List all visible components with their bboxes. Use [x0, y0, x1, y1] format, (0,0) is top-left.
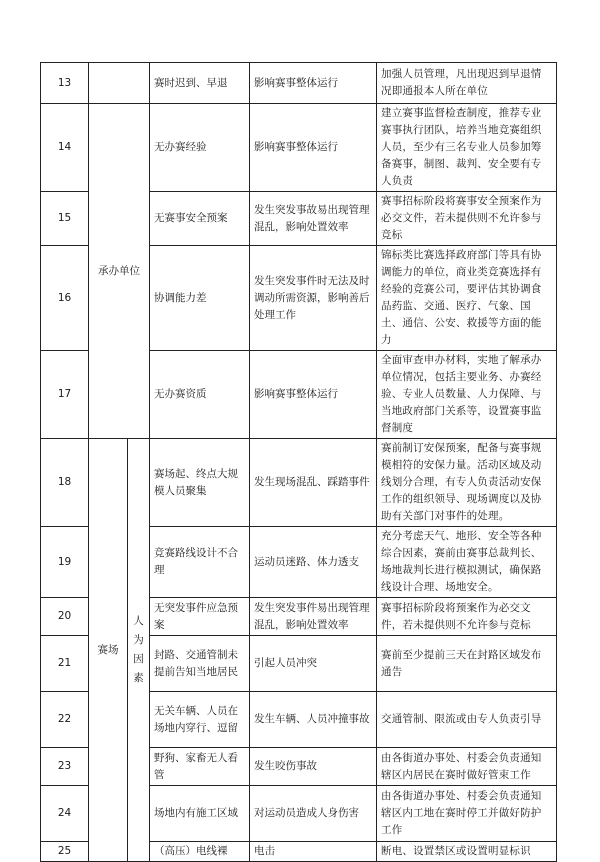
effect-cell: 引起人员冲突: [250, 636, 377, 692]
category-cell: [89, 63, 150, 104]
measure-cell: 断电、设置禁区或设置明显标识: [377, 842, 557, 862]
risk-cell: 无办赛经验: [150, 104, 250, 192]
subcategory-label: 人为因素: [133, 615, 144, 684]
risk-cell: 协调能力差: [150, 246, 250, 351]
effect-cell: 运动员迷路、体力透支: [250, 527, 377, 598]
risk-cell: 无赛事安全预案: [150, 192, 250, 246]
measure-cell: 锦标类比赛选择政府部门等具有协调能力的单位，商业类竞赛选择有经验的竞赛公司，要评估其协调食品药监、交通、医疗、气象、国土、通信、公安、救援等方面的能力: [377, 246, 557, 351]
risk-cell: 赛场起、终点大规模人员聚集: [150, 439, 250, 527]
effect-cell: 发生突发事件时无法及时调动所需资源，影响善后处理工作: [250, 246, 377, 351]
measure-cell: 由各街道办事处、村委会负责通知辖区内居民在赛时做好管束工作: [377, 748, 557, 786]
risk-cell: 无关车辆、人员在场地内穿行、逗留: [150, 692, 250, 748]
risk-cell: 无突发事件应急预案: [150, 598, 250, 636]
effect-cell: 电击: [250, 842, 377, 862]
row-number: 21: [41, 636, 89, 692]
table-row: [41, 439, 557, 527]
effect-cell: 发生突发事故易出现管理混乱，影响处置效率: [250, 192, 377, 246]
measure-cell: 全面审查申办材料，实地了解承办单位情况，包括主要业务、办赛经验、专业人员数量、人力保障、与当地政府部门关系等，设置赛事监督制度: [377, 351, 557, 439]
row-number: 14: [41, 104, 89, 192]
risk-cell: （高压）电线裸: [150, 842, 250, 862]
row-number: 15: [41, 192, 89, 246]
measure-cell: 赛前至少提前三天在封路区域发布通告: [377, 636, 557, 692]
row-number: 20: [41, 598, 89, 636]
row-number: 22: [41, 692, 89, 748]
row-number: 19: [41, 527, 89, 598]
measure-cell: 赛事招标阶段将预案作为必交文件，若未提供则不允许参与竞标: [377, 598, 557, 636]
effect-cell: 影响赛事整体运行: [250, 63, 377, 104]
measure-cell: 加强人员管理，凡出现迟到早退情况即通报本人所在单位: [377, 63, 557, 104]
risk-cell: 场地内有施工区域: [150, 786, 250, 842]
risk-cell: 野狗、家畜无人看管: [150, 748, 250, 786]
row-number: 16: [41, 246, 89, 351]
measure-cell: 赛前制订安保预案，配备与赛事规模相符的安保力量。活动区域及动线划分合理，有专人负责活动安保工作的组织领导、现场调度以及协助有关部门对事件的处理。: [377, 439, 557, 527]
table-row: [41, 104, 557, 192]
row-number: 17: [41, 351, 89, 439]
category-venue: 赛场: [89, 439, 128, 862]
effect-cell: 对运动员造成人身伤害: [250, 786, 377, 842]
effect-cell: 影响赛事整体运行: [250, 351, 377, 439]
risk-table: [40, 62, 557, 862]
measure-cell: 由各街道办事处、村委会负责通知辖区内工地在赛时停工并做好防护工作: [377, 786, 557, 842]
measure-cell: 建立赛事监督检查制度，推荐专业赛事执行团队，培养当地竞赛组织人员，至少有三名专业人员参加筹备赛事，制图、裁判、安全要有专人负责: [377, 104, 557, 192]
risk-cell: 竞赛路线设计不合理: [150, 527, 250, 598]
row-number: 18: [41, 439, 89, 527]
effect-cell: 发生咬伤事故: [250, 748, 377, 786]
row-number: 25: [41, 842, 89, 862]
row-number: 13: [41, 63, 89, 104]
measure-cell: 交通管制、限流或由专人负责引导: [377, 692, 557, 748]
table-row: [41, 63, 557, 104]
risk-cell: 封路、交通管制未提前告知当地居民: [150, 636, 250, 692]
effect-cell: 发生车辆、人员冲撞事故: [250, 692, 377, 748]
measure-cell: 赛事招标阶段将赛事安全预案作为必交文件，若未提供则不允许参与竞标: [377, 192, 557, 246]
risk-cell: 赛时迟到、早退: [150, 63, 250, 104]
category-organizer: 承办单位: [89, 104, 150, 439]
effect-cell: 发生突发事件易出现管理混乱，影响处置效率: [250, 598, 377, 636]
risk-cell: 无办赛资质: [150, 351, 250, 439]
effect-cell: 影响赛事整体运行: [250, 104, 377, 192]
subcategory-human-factors: [128, 439, 150, 862]
effect-cell: 发生现场混乱、踩踏事件: [250, 439, 377, 527]
measure-cell: 充分考虑天气、地形、安全等各种综合因素，赛前由赛事总裁判长、场地裁判长进行模拟测试，确保路线设计合理、场地安全。: [377, 527, 557, 598]
row-number: 24: [41, 786, 89, 842]
row-number: 23: [41, 748, 89, 786]
